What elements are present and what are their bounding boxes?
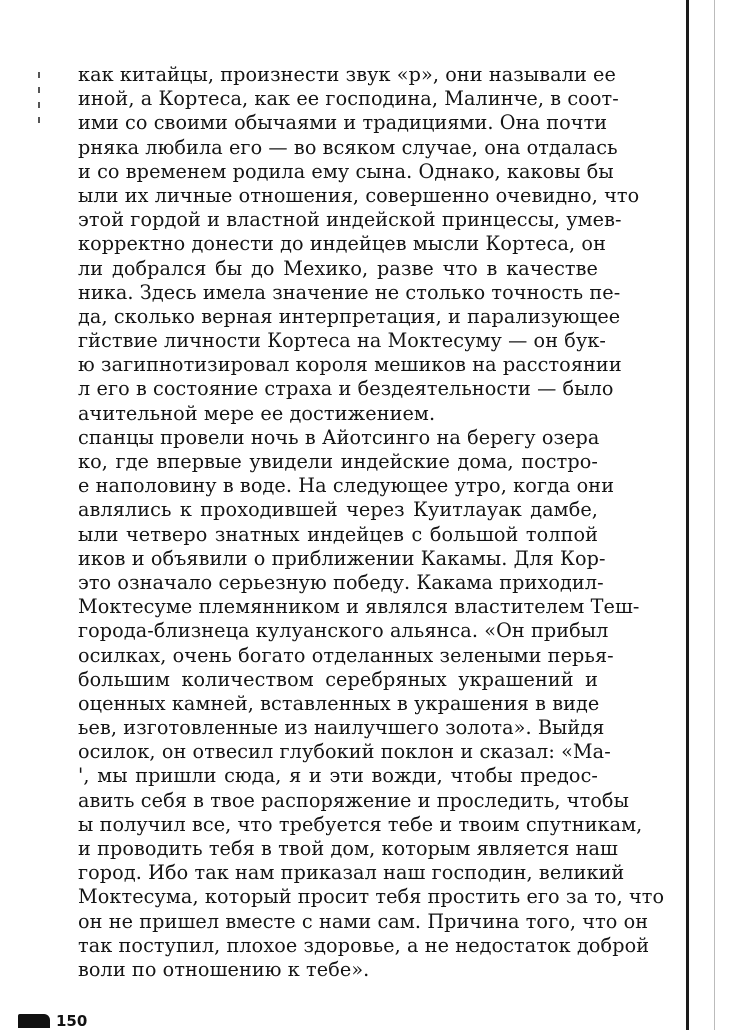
text-line: город. Ибо так нам приказал наш господин, великий	[78, 861, 625, 885]
text-line: авлялись к проходившей через Куитлауак дамбе,	[78, 498, 598, 522]
text-line: это означало серьезную победу. Какама приходил-	[78, 570, 604, 594]
text-line: ю загипнотизировал короля мешиков на расстоянии	[78, 353, 622, 377]
page-edge-line	[714, 0, 715, 1030]
text-line: ими со своими обычаями и традициями. Она почти	[78, 111, 608, 135]
text-line: воли по отношению к тебе».	[78, 957, 370, 981]
body-text	[78, 63, 665, 982]
text-line: Моктесума, который просит тебя простить его за то, что	[78, 885, 665, 909]
margin-mark	[38, 72, 40, 78]
binding-shadow	[686, 0, 689, 1030]
text-line: и со временем родила ему сына. Однако, каковы бы	[78, 159, 614, 183]
text-line: корректно донести до индейцев мысли Кортеса, он	[78, 232, 606, 256]
text-line: ыли их личные отношения, совершенно очевидно, что	[78, 183, 640, 207]
text-line: города-близнеца кулуанского альянса. «Он прибыл	[78, 619, 609, 643]
text-line: л его в состояние страха и бездеятельности — было	[78, 377, 614, 401]
margin-mark	[38, 87, 40, 93]
text-line: осилок, он отвесил глубокий поклон и сказал: «Ма-	[78, 740, 611, 764]
page-corner-mark	[18, 1014, 50, 1028]
text-line: авить себя в твое распоряжение и проследить, чтобы	[78, 788, 629, 812]
text-line: ли добрался бы до Мехико, разве что в качестве	[78, 256, 598, 280]
text-line: ыли четверо знатных индейцев с большой толпой	[78, 522, 598, 546]
page-footer	[18, 1012, 87, 1030]
text-line: ', мы пришли сюда, я и эти вожди, чтобы предос-	[78, 764, 598, 788]
text-line: ьев, изготовленные из наилучшего золота». Выйдя	[78, 716, 605, 740]
text-line: гйствие личности Кортеса на Моктесуму — он бук-	[78, 329, 607, 353]
margin-mark	[38, 102, 40, 108]
text-line: большим количеством серебряных украшений и	[78, 667, 598, 691]
left-margin-marks	[38, 63, 46, 123]
text-line: рняка любила его — во всяком случае, она отдалась	[78, 135, 618, 159]
text-line: спанцы провели ночь в Айотсинго на берегу озера	[78, 425, 600, 449]
text-line: да, сколько верная интерпретация, и парализующее	[78, 304, 621, 328]
text-line: Моктесуме племянником и являлся властителем Теш-	[78, 595, 640, 619]
text-line: ачительной мере ее достижением.	[78, 401, 436, 425]
text-line: так поступил, плохое здоровье, а не недостаток доброй	[78, 933, 650, 957]
text-line: он не пришел вместе с нами сам. Причина того, что он	[78, 909, 649, 933]
page-number: 150	[56, 1012, 88, 1030]
text-line: этой гордой и властной индейской принцессы, умев-	[78, 208, 622, 232]
text-line: иной, а Кортеса, как ее господина, Малинче, в соот-	[78, 87, 619, 111]
text-line: как китайцы, произнести звук «р», они называли ее	[78, 63, 616, 86]
text-line: е наполовину в воде. На следующее утро, когда они	[78, 474, 615, 498]
text-line: и проводить тебя в твой дом, которым является наш	[78, 837, 618, 860]
text-line: иков и объявили о приближении Какамы. Для Кор-	[78, 546, 606, 570]
text-line: оценных камней, вставленных в украшения в виде	[78, 691, 600, 715]
margin-mark	[38, 117, 40, 123]
text-line: ы получил все, что требуется тебе и твоим спутникам,	[78, 812, 643, 836]
text-line: ко, где впервые увидели индейские дома, постро-	[78, 450, 598, 473]
text-line: ника. Здесь имела значение не столько точность пе-	[78, 280, 621, 304]
text-line: осилках, очень богато отделанных зелеными перья-	[78, 643, 614, 667]
